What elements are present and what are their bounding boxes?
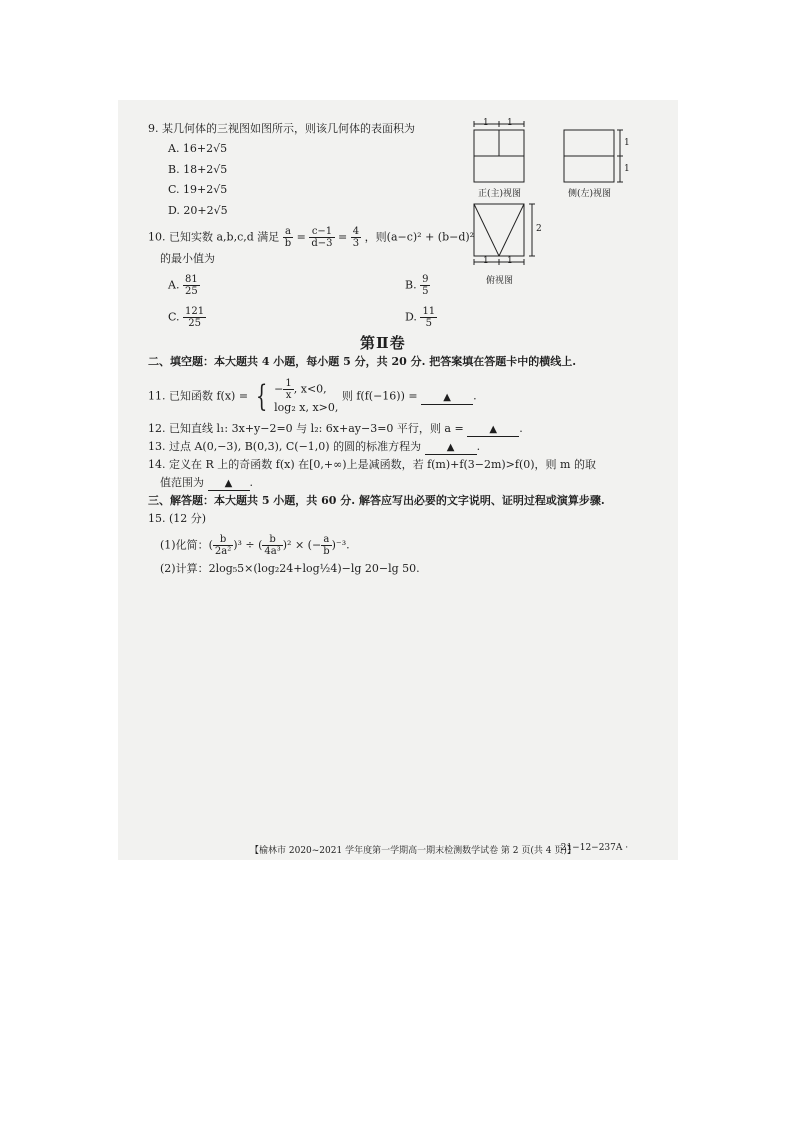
frac-num: 1 bbox=[285, 378, 292, 389]
front-dim-label-left: 1 bbox=[483, 118, 489, 128]
top-view-diagonal-left bbox=[474, 204, 499, 256]
section2-heading: 二、填空题：本大题共 4 小题，每小题 5 分，共 20 分. 把答案填在答题卡中的横线上. bbox=[148, 355, 577, 368]
q13-answer-blank[interactable]: ▲ bbox=[425, 442, 477, 455]
q14-line2-text: 值范围为 bbox=[160, 476, 204, 489]
q11-answer-blank[interactable]: ▲ bbox=[421, 392, 473, 405]
frac-den: 5 bbox=[425, 318, 432, 329]
top-dim-label-right: 1 bbox=[507, 256, 513, 266]
q12-text: 12. 已知直线 l₁: 3x+y−2=0 与 l₂: 6x+ay−3=0 平行，则 a = bbox=[148, 422, 464, 435]
q15-fraction-2 bbox=[262, 534, 282, 557]
q15-title: 15. (12 分) bbox=[148, 512, 207, 525]
frac-den: d−3 bbox=[311, 238, 333, 249]
q14-answer-blank[interactable]: ▲ bbox=[208, 478, 250, 491]
frac-den: 25 bbox=[184, 286, 198, 297]
frac-den: x bbox=[285, 390, 292, 401]
q10-option-d bbox=[405, 306, 437, 329]
q9-stem: 9. 某几何体的三视图如图所示，则该几何体的表面积为 bbox=[148, 122, 415, 135]
frac-den: b bbox=[323, 546, 330, 557]
q12: 12. 已知直线 l₁: 3x+y−2=0 与 l₂: 6x+ay−3=0 平行，则 a = ▲ . bbox=[148, 422, 523, 435]
top-dim-label-height: 2 bbox=[536, 224, 542, 234]
option-fraction bbox=[183, 274, 200, 297]
q11-prefix: 11. 已知函数 f(x) = bbox=[148, 389, 249, 403]
frac-den: 25 bbox=[188, 318, 201, 329]
footer-right: · 21−12−237A · bbox=[555, 843, 629, 853]
q10-option-c bbox=[168, 306, 206, 329]
part2-title: 第Ⅱ卷 bbox=[360, 334, 406, 352]
q15-p1-prefix: (1)化简：( bbox=[160, 538, 213, 552]
q9-option-a: A. 16+2√5 bbox=[168, 142, 228, 155]
option-label: D. bbox=[405, 310, 417, 324]
q9-option-b: B. 18+2√5 bbox=[168, 163, 228, 176]
q15-part2: (2)计算：2log₅5×(log₂24+log½4)−lg 20−lg 50. bbox=[160, 562, 420, 575]
q13: 13. 过点 A(0,−3), B(0,3), C(−1,0) 的圆的标准方程为 ▲ . bbox=[148, 440, 481, 453]
q11-cases bbox=[274, 378, 338, 415]
option-fraction bbox=[420, 274, 430, 297]
frac-den: 3 bbox=[352, 238, 360, 249]
frac-den: 5 bbox=[422, 286, 429, 297]
q11-brace: { bbox=[255, 378, 267, 414]
section3-heading: 三、解答题：本大题共 5 小题，共 60 分. 解答应写出必要的文字说明、证明过程或演算步骤. bbox=[148, 494, 605, 507]
frac-num: b bbox=[262, 534, 282, 546]
q11-suffix: 则 f(f(−16)) = bbox=[341, 389, 418, 403]
side-view-label: 侧(左)视图 bbox=[568, 189, 612, 199]
option-label: C. bbox=[168, 310, 180, 324]
q10-fraction-4-3 bbox=[351, 226, 361, 249]
q15-part1 bbox=[160, 534, 350, 557]
frac-num: 121 bbox=[185, 306, 205, 317]
q14-line2: 值范围为 ▲ . bbox=[160, 476, 253, 489]
q10-stem-prefix: 10. 已知实数 a,b,c,d 满足 bbox=[148, 230, 280, 244]
q15-p1-mid1: )³ ÷ ( bbox=[233, 538, 263, 552]
front-view-label: 正(主)视图 bbox=[478, 189, 522, 199]
q10-fraction-a-b bbox=[283, 226, 293, 249]
option-fraction bbox=[420, 306, 437, 329]
footer-left: 【榆林市 2020~2021 学年度第一学期高一期末检测数学试卷 第 2 页(共 4 页)】 bbox=[250, 846, 576, 856]
side-dim-label-bottom: 1 bbox=[624, 164, 630, 174]
q12-answer-blank[interactable]: ▲ bbox=[467, 424, 519, 437]
frac-num: c−1 bbox=[309, 226, 334, 238]
q15-p1-suffix: )⁻³. bbox=[331, 538, 350, 552]
frac-num: 81 bbox=[184, 274, 198, 285]
top-view-outline bbox=[474, 204, 524, 256]
option-label: B. bbox=[405, 278, 417, 292]
q9-option-d: D. 20+2√5 bbox=[168, 204, 228, 217]
top-view-label: 俯视图 bbox=[486, 276, 514, 286]
q14-line1: 14. 定义在 R 上的奇函数 f(x) 在[0,+∞)上是减函数，若 f(m)+f(3−2m)>f(0)，则 m 的取 bbox=[148, 458, 596, 471]
q15-p1-mid2: )² × (− bbox=[282, 538, 322, 552]
frac-num: 11 bbox=[422, 306, 436, 317]
q10-option-a bbox=[168, 274, 200, 297]
top-view-diagonal-right bbox=[499, 204, 524, 256]
option-fraction bbox=[183, 306, 206, 329]
frac-den: 2a² bbox=[214, 546, 232, 557]
q10-fraction-c-d bbox=[309, 226, 334, 249]
frac-num: a bbox=[283, 226, 293, 238]
q11-case2: log₂ x, x>0, bbox=[274, 401, 339, 414]
q13-text: 13. 过点 A(0,−3), B(0,3), C(−1,0) 的圆的标准方程为 bbox=[148, 440, 422, 453]
frac-num: 9 bbox=[422, 274, 429, 285]
side-dim-label-top: 1 bbox=[624, 138, 630, 148]
frac-num: 4 bbox=[352, 226, 360, 237]
frac-num: b bbox=[213, 534, 233, 546]
q11-case1-fraction bbox=[283, 378, 293, 401]
frac-num: a bbox=[321, 534, 331, 546]
q11: 11. 已知函数 f(x) = { − $\frac{1}{x}$ , x<0, log₂ x, x>0, 则 f(f(−16)) = ▲ . bbox=[148, 378, 477, 414]
frac-den: b bbox=[284, 238, 292, 249]
q10-stem: 10. 已知实数 a,b,c,d 满足 $\frac{a}{b}$ = $\frac{c-1}{d-3}$ = $\frac{4}{3}$ ，则(a−c)² + (b−d)² bbox=[148, 226, 475, 249]
top-dim-label-left: 1 bbox=[483, 256, 489, 266]
q9-option-c: C. 19+2√5 bbox=[168, 183, 228, 196]
option-label: A. bbox=[168, 278, 180, 292]
q15-fraction-1 bbox=[213, 534, 233, 557]
frac-den: 4a³ bbox=[264, 546, 281, 557]
q10-stem-suffix: ，则(a−c)² + (b−d)² bbox=[364, 230, 475, 244]
q11-case1 bbox=[274, 378, 338, 401]
q10-line2: 的最小值为 bbox=[160, 252, 215, 265]
q10-option-b bbox=[405, 274, 430, 297]
front-dim-label-right: 1 bbox=[507, 118, 513, 128]
q15-fraction-3 bbox=[321, 534, 331, 557]
three-view-figure bbox=[466, 116, 636, 296]
q11-case1-cond: , x<0, bbox=[293, 382, 327, 396]
q11-case1-sign: − bbox=[274, 382, 284, 396]
